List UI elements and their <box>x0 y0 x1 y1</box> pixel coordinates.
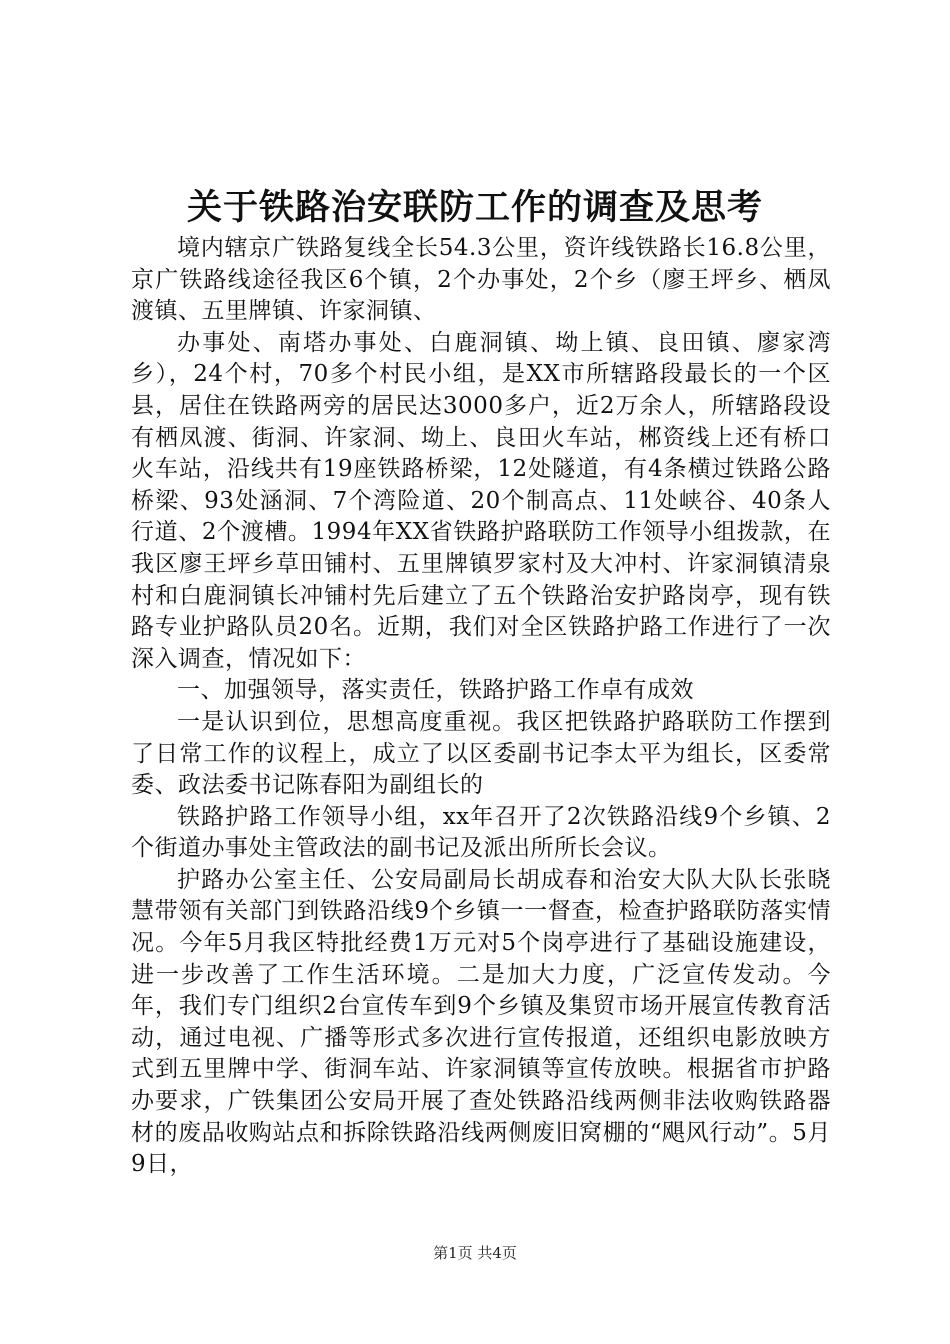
paragraph: 境内辖京广铁路复线全长54.3公里，资许线铁路长16.8公里，京广铁路线途径我区6个镇，2个办事处，2个乡（廖王坪乡、栖凤渡镇、五里牌镇、许家洞镇、 <box>131 235 831 325</box>
paragraph: 护路办公室主任、公安局副局长胡成春和治安大队大队长张晓慧带领有关部门到铁路沿线9个乡镇一一督查，检查护路联防落实情况。今年5月我区特批经费1万元对5个岗亭进行了基础设施建设，进一步改善了工作生活环境。二是加大力度，广泛宣传发动。今年，我们专门组织2台宣传车到9个乡镇及集贸市场开展宣传教育活动，通过电视、广播等形式多次进行宣传报道，还组织电影放映方式到五里牌中学、街洞车站、许家洞镇等宣传放映。根据省市护路办要求，广铁集团公安局开展了查处铁路沿线两侧非法收购铁路器材的废品收购站点和拆除铁路沿线两侧废旧窝棚的“飓风行动”。5月9日， <box>131 866 831 1178</box>
document-body <box>131 233 831 1181</box>
paragraph: 铁路护路工作领导小组，xx年召开了2次铁路沿线9个乡镇、2个街道办事处主管政法的副书记及派出所所长会议。 <box>131 803 831 862</box>
paragraph: 一是认识到位，思想高度重视。我区把铁路护路联防工作摆到了日常工作的议程上，成立了以区委副书记李太平为组长，区委常委、政法委书记陈春阳为副组长的 <box>131 708 831 799</box>
page-footer: 第1页 共4页 <box>433 1244 517 1262</box>
section-heading: 一、加强领导，落实责任，铁路护路工作卓有成效 <box>177 677 694 704</box>
document-title: 关于铁路治安联防工作的调查及思考 <box>186 188 763 228</box>
paragraph: 办事处、南塔办事处、白鹿洞镇、坳上镇、良田镇、廖家湾乡），24个村，70多个村民小组，是XX市所辖路段最长的一个区县，居住在铁路两旁的居民达3000多户，近2万余人，所辖路段设有栖凤渡、街洞、许家洞、坳上、良田火车站，郴资线上还有桥口火车站，沿线共有19座铁路桥梁，12处隧道，有4条横过铁路公路桥梁、93处涵洞、7个湾险道、20个制高点、11处峡谷、40条人行道、2个渡槽。1994年XX省铁路护路联防工作领导小组拨款，在我区廖王坪乡草田铺村、五里牌镇罗家村及大冲村、许家洞镇清泉村和白鹿洞镇长冲铺村先后建立了五个铁路治安护路岗亭，现有铁路专业护路队员20名。近期，我们对全区铁路护路工作进行了一次深入调查，情况如下： <box>131 329 831 672</box>
